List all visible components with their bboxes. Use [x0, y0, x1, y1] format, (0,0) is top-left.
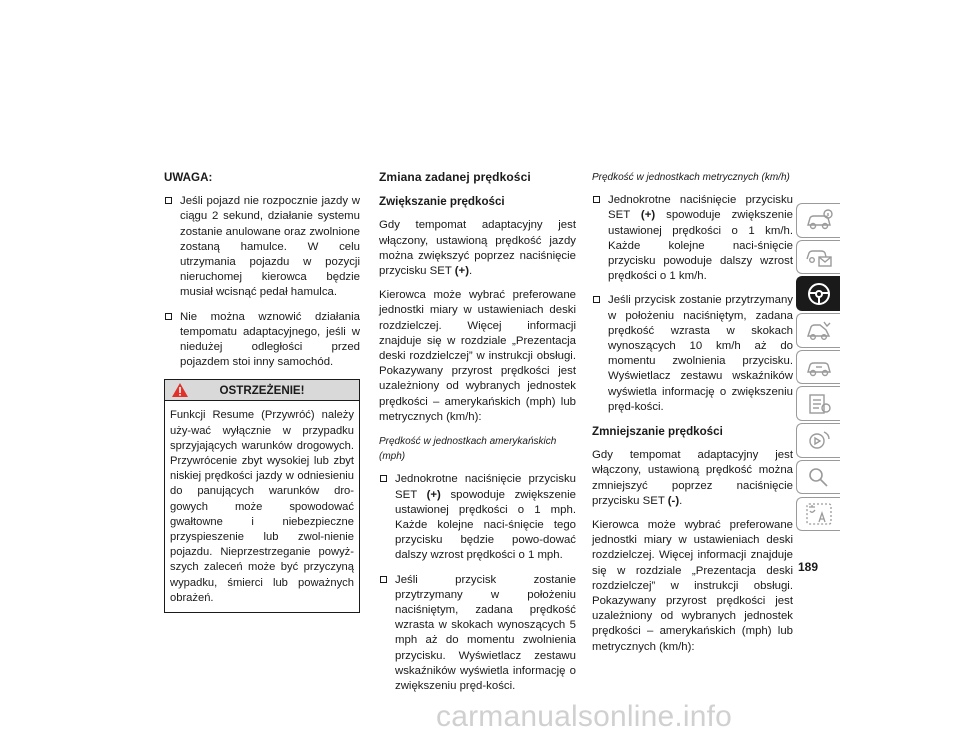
tab-car-info[interactable] — [796, 203, 840, 238]
list-item: Jeśli przycisk zostanie przytrzymany w położeniu naciśniętym, zadana prędkość wzrasta w skokach wynoszących 10 km/h aż do momentu zwolnienia przycisku. Wyświetlacz zestawu wskaźników wyświetla informację o zwiększeniu pręd-kości. — [592, 293, 793, 415]
bullet-box-icon — [593, 196, 600, 203]
car-info-icon — [804, 208, 834, 232]
tab-search[interactable] — [796, 460, 840, 495]
chapter-tabs — [796, 203, 840, 533]
car-service-icon — [804, 355, 834, 379]
car-mail-icon — [804, 245, 834, 269]
column-middle — [379, 170, 576, 703]
bullet-box-icon — [380, 576, 387, 583]
sub-title: Zwiększanie prędkości — [379, 195, 505, 209]
column-right — [592, 170, 793, 664]
bullet-box-icon — [380, 475, 387, 482]
kmh-title: Prędkość w jednostkach metrycznych (km/h) — [592, 172, 790, 183]
tab-language[interactable] — [796, 497, 840, 532]
warning-title: OSTRZEŻENIE! — [219, 383, 305, 397]
multimedia-icon — [805, 428, 833, 452]
kmh-list — [592, 193, 793, 415]
paragraph: Gdy tempomat adaptacyjny jest włączony, ustawioną prędkość można zmniejszyć poprzez naciśnięcie przycisku SET (-). — [592, 449, 793, 507]
mph-title: Prędkość w jednostkach amerykańskich (mph) — [379, 436, 557, 463]
tab-car-crash[interactable] — [796, 313, 840, 348]
tab-steering[interactable] — [796, 276, 840, 311]
mph-list — [379, 472, 576, 694]
tab-maintenance[interactable] — [796, 386, 840, 421]
column-left — [164, 170, 360, 613]
list-item: Nie można wznowić działania tempomatu adaptacyjnego, jeśli w niedużej odległości przed pojazdem stoi inny samochód. — [164, 310, 360, 371]
paragraph: Kierowca może wybrać preferowane jednostki miary w ustawieniach deski rozdzielczej. Więcej informacji znajduje się w rozdziale „Prezentacja deski rozdzielczej” w instrukcji obsługi. Pokazywany przyrost prędkości jest uzależniony od wybranych jednostek prędkości – amerykańskich (mph) lub metrycznych (km/h): — [592, 519, 793, 653]
note-list — [164, 194, 360, 370]
warning-text: Funkcji Resume (Przywróć) należy uży-wać wyłącznie w przypadku sprzyjających warunków drogowych. Przywrócenie zbyt wysokiej lub zbyt niskiej prędkości jazdy w odniesieniu do panujących warunków dro-gowych może spowodować gwałtowne i niebezpieczne przyspieszenie lub zwol-nienie pojazdu. Nieprzestrzeganie powyż-szych zaleceń może być przyczyną wypadku, śmierci lub poważnych obrażeń. — [170, 409, 354, 604]
warning-header — [165, 380, 359, 401]
list-item: Jednokrotne naciśnięcie przycisku SET (+) spowoduje zwiększenie ustawionej prędkości o 1 km/h. Każde kolejne naci-śnięcie przycisku powoduje dalszy wzrost prędkości o 1 km/h. — [592, 193, 793, 284]
list-item: Jeśli pojazd nie rozpocznie jazdy w ciągu 2 sekund, działanie systemu zostanie anulowane oraz zwolnione zostaną hamulce. W celu utrzymania pojazdu w pozycji nieruchomej kierowca będzie musiał wcisnąć pedał hamulca. — [164, 194, 360, 300]
list-item: Jednokrotne naciśnięcie przycisku SET (+) spowoduje zwiększenie ustawionej prędkości o 1 mph. Każde kolejne naci-śnięcie tego przycisku będzie powo-dować dalszy wzrost prędkości o 1 mph. — [379, 472, 576, 563]
bullet-box-icon — [593, 296, 600, 303]
tab-car-service[interactable] — [796, 350, 840, 385]
car-crash-icon — [804, 318, 834, 342]
list-item: Jeśli przycisk zostanie przytrzymany w położeniu naciśniętym, zadana prędkość wzrasta w skokach wynoszących 5 mph aż do momentu zwolnienia przycisku. Wyświetlacz zestawu wskaźników wyświetla informację o zwiększeniu pręd-kości. — [379, 573, 576, 695]
tab-multimedia[interactable] — [796, 423, 840, 458]
paragraph: Gdy tempomat adaptacyjny jest włączony, ustawioną prędkość jazdy można zwiększyć poprzez naciśnięcie przycisku SET (+). — [379, 219, 576, 278]
page-number: 189 — [798, 560, 819, 574]
warning-box — [164, 379, 360, 613]
search-index-icon — [805, 465, 833, 489]
bullet-box-icon — [165, 313, 172, 320]
tab-car-mail[interactable] — [796, 240, 840, 275]
language-icon — [805, 502, 833, 526]
section-title: Zmiana zadanej prędkości — [379, 170, 531, 184]
warning-triangle-icon — [171, 382, 189, 398]
footer-watermark: carmanualsonline.info — [436, 700, 733, 733]
maintenance-list-icon — [805, 392, 833, 416]
note-title: UWAGA: — [164, 171, 213, 184]
bullet-box-icon — [165, 197, 172, 204]
steering-wheel-icon — [806, 281, 832, 307]
sub-title: Zmniejszanie prędkości — [592, 425, 723, 439]
paragraph: Kierowca może wybrać preferowane jednostki miary w ustawieniach deski rozdzielczej. Więcej informacji znajduje się w rozdziale „Prezentacja deski rozdzielczej” w instrukcji obsługi. Pokazywany przyrost prędkości jest uzależniony od wybranych jednostek prędkości – amerykańskich (mph) lub metrycznych (km/h): — [379, 289, 576, 423]
